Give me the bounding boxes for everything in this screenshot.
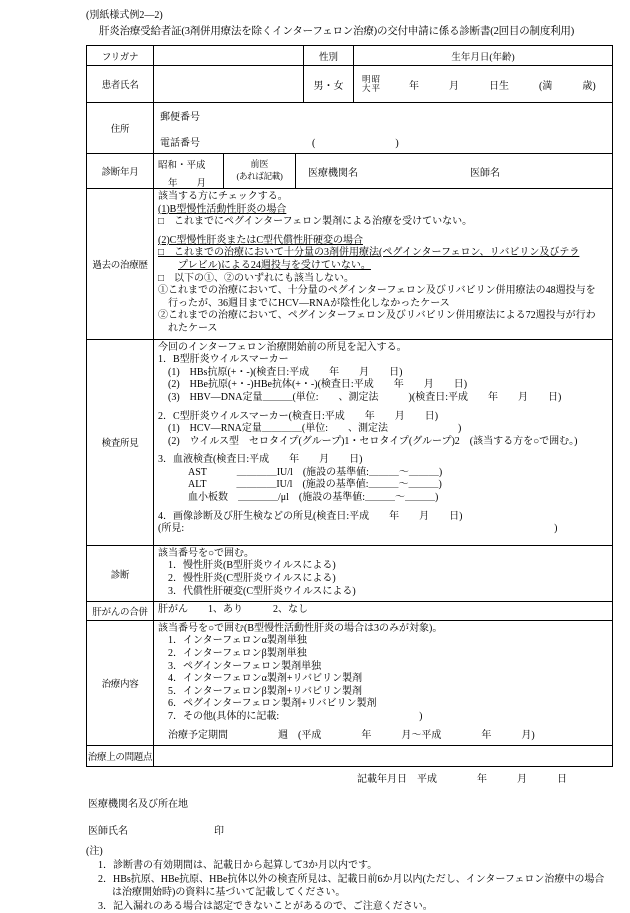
liver-cancer-content <box>153 602 612 620</box>
institution-address-line: 医療機関名及び所在地 <box>88 799 188 811</box>
telephone-label: 電話番号 <box>160 138 200 149</box>
form-text-line: 2．慢性肝炎(C型肝炎ウイルスによる) <box>168 573 336 585</box>
treatment-detail-content <box>153 621 612 745</box>
diagnosis-label: 診断 <box>110 570 130 581</box>
row-findings <box>87 339 612 545</box>
document-title: 肝炎治療受給者証(3剤併用療法を除くインターフェロン治療)の交付申請に係る診断書(2回目の制度利用) <box>99 26 575 37</box>
form-text-line: 1．慢性肝炎(B型肝炎ウイルスによる) <box>168 560 336 572</box>
form-text-line: 3．記入漏れのある場合は認定できないことがあるので、ご注意ください。 <box>98 900 433 912</box>
institution-doctor-field <box>295 154 612 188</box>
form-text-line: ②これまでの治療において、ペグインターフェロン及びリバビリン併用療法による72週投与が行わ <box>158 310 596 322</box>
form-text-line: 4．画像診断及び肝生検などの所見(検査日:平成 年 月 日) <box>158 510 463 522</box>
form-text-line: □ 以下の①、②のいずれにも該当しない。 <box>158 272 355 284</box>
treatment-detail-label: 治療内容 <box>101 679 139 690</box>
previous-doctor-note: (あれば記載) <box>236 171 283 181</box>
text-lines <box>158 560 610 598</box>
treatment-history-label: 過去の治療歴 <box>92 260 148 271</box>
previous-doctor-label: 前医 <box>250 159 269 169</box>
institution-label: 医療機関名 <box>308 167 358 179</box>
era-bottom: 大平 <box>362 83 382 93</box>
form-text-line: ALT ＿＿＿＿IU/l (施設の基準値:＿＿＿～＿＿＿) <box>188 479 442 491</box>
era-choices: 昭和・平成 <box>158 161 206 171</box>
section-intro: 該当番号を○で囲む(B型慢性活動性肝炎の場合は3のみが対象)。 <box>158 622 443 634</box>
form-text-line: (2) ウイルス型 セロタイプ(グループ)1・セロタイプ(グループ)2 (該当する方を○で囲む。) <box>168 435 578 447</box>
section-intro: 該当番号を○で囲む。 <box>158 547 255 559</box>
signature-block <box>86 773 613 838</box>
era-top: 明昭 <box>362 73 382 84</box>
findings-content <box>153 340 612 545</box>
treatment-history-content <box>153 189 612 339</box>
form-text-line: □ これまでにペグインターフェロン製剤による治療を受けていない。 <box>158 216 473 228</box>
diagnosis-content <box>153 546 612 601</box>
row-liver-cancer <box>87 601 612 620</box>
form-text-line: 3．代償性肝硬変(C型肝炎ウイルスによる) <box>168 585 356 597</box>
row-diagnosis <box>87 545 612 601</box>
form-text-line: (1) HCV―RNA定量＿＿＿＿(単位: 、測定法 ) <box>168 423 462 435</box>
row-furigana <box>87 46 612 65</box>
previous-doctor-header <box>223 154 295 188</box>
row-diagnosis-date <box>87 153 612 188</box>
form-text-line: □ これまでの治療において十分量の3剤併用療法(ペグインターフェロン、リバビリン及びテラ <box>158 247 580 259</box>
form-text-line: 行ったが、36週目までにHCV―RNAが陰性化しなかったケース <box>168 297 450 309</box>
form-text-line: れたケース <box>168 322 218 334</box>
era-options <box>362 75 381 94</box>
form-text-line: 7．その他(具体的に記載: ) <box>168 710 423 722</box>
patient-name-label: 患者氏名 <box>101 81 139 91</box>
seal-mark: 印 <box>214 826 224 838</box>
problems-field <box>153 746 612 766</box>
form-text-line: (1) HBs抗原(+・-)(検査日:平成 年 月 日) <box>168 366 403 378</box>
form-text-line: AST ＿＿＿＿IU/l (施設の基準値:＿＿＿～＿＿＿) <box>188 466 443 478</box>
liver-cancer-options: 肝がん 1、あり 2、なし <box>158 604 308 616</box>
birth-field <box>353 66 612 102</box>
furigana-label: フリガナ <box>101 52 139 63</box>
form-text-line: (2)C型慢性肝炎またはC型代償性肝硬変の場合 <box>158 234 363 246</box>
form-text-line: 5．インターフェロンβ製剤+リバビリン製剤 <box>168 685 363 697</box>
diagnosis-date-era-field <box>153 154 223 188</box>
address-field <box>153 103 612 153</box>
row-address <box>87 102 612 153</box>
form-text-line: 2．HBs抗原、HBe抗原、HBe抗体以外の検査所見は、記載日前6か月以内(ただし、インターフェロン治療中の場合は治療開始時)の資料に基づいて記載してください。 <box>98 874 605 898</box>
form-text-line: 2．インターフェロンβ製剤単独 <box>168 648 307 659</box>
notes-list <box>86 860 610 913</box>
postal-code-label: 郵便番号 <box>160 112 200 123</box>
form-text-line: プレビル)による24週投与を受けていない。 <box>178 259 371 271</box>
address-label: 住所 <box>110 125 130 135</box>
blank-line <box>158 536 610 542</box>
birth-date-blanks: 年 月 日生 (満 歳) <box>409 80 596 92</box>
form-text-line: (1)B型慢性活動性肝炎の場合 <box>158 203 287 215</box>
row-patient-name <box>87 65 612 102</box>
text-lines <box>158 354 610 542</box>
year-month-blanks: 年 月 <box>168 179 207 189</box>
form-text-line: 6．ペグインターフェロン製剤+リバビリン製剤 <box>168 698 377 710</box>
form-text-line: (2) HBe抗原(+・-)HBe抗体(+・-)(検査日:平成 年 月 日) <box>168 379 468 391</box>
telephone-line <box>160 134 608 149</box>
form-text-line: 1．診断書の有効期間は、記載日から起算して3か月以内です。 <box>98 860 378 872</box>
form-text-line: 3．ペグインターフェロン製剤単独 <box>168 660 322 672</box>
form-text-line: 2．C型肝炎ウイルスマーカー(検査日:平成 年 月 日) <box>158 410 439 422</box>
form-text-line: (所見: ) <box>158 523 558 535</box>
notes-section <box>86 846 610 913</box>
notes-heading: (注) <box>86 846 103 858</box>
sex-header: 性別 <box>303 46 353 65</box>
form-text-line: 血小板数 ＿＿＿＿/μl (施設の基準値:＿＿＿～＿＿＿) <box>188 492 439 504</box>
liver-cancer-label: 肝がんの合併 <box>92 608 148 619</box>
diagnosis-date-label: 診断年月 <box>101 168 139 178</box>
form-text-line: (3) HBV―DNA定量＿＿＿(単位: 、測定法 )(検査日:平成 年 月 日) <box>168 391 562 403</box>
patient-name-field <box>153 66 303 102</box>
written-date-line: 記載年月日 平成 年 月 日 <box>357 774 567 786</box>
row-problems <box>87 745 612 766</box>
furigana-field <box>153 46 303 65</box>
problems-label: 治療上の問題点 <box>87 753 153 764</box>
telephone-blank: ( ) <box>312 138 399 149</box>
form-text-line: 3．血液検査(検査日:平成 年 月 日) <box>158 454 363 466</box>
birth-header: 生年月日(年齢) <box>353 46 612 65</box>
diagnosis-form <box>86 45 613 767</box>
doctor-name-label: 医師名 <box>470 167 500 179</box>
row-treatment-history <box>87 188 612 339</box>
form-text-line: 4．インターフェロンα製剤+リバビリン製剤 <box>168 673 363 685</box>
findings-label: 検査所見 <box>101 439 139 450</box>
section-intro: 該当する方にチェックする。 <box>158 191 288 202</box>
text-lines <box>158 204 610 336</box>
sex-value: 男・女 <box>303 66 353 102</box>
corner-form-label: (別紙様式例2―2) <box>86 10 163 21</box>
form-text-line: ①これまでの治療において、十分量のペグインターフェロン及びリバビリン併用療法の48週投与を <box>158 285 596 297</box>
doctor-name-field-label: 医師氏名 <box>88 826 128 838</box>
doctor-signature-line <box>88 825 613 838</box>
row-treatment-detail <box>87 620 612 745</box>
form-text-line: 治療予定期間 週 (平成 年 月～平成 年 月) <box>168 729 535 741</box>
form-text-line: 1．インターフェロンα製剤単独 <box>168 635 307 647</box>
section-intro: 今回のインターフェロン治療開始前の所見を記入する。 <box>158 341 407 353</box>
text-lines <box>158 635 610 742</box>
form-text-line: 1．B型肝炎ウイルスマーカー <box>158 354 289 366</box>
